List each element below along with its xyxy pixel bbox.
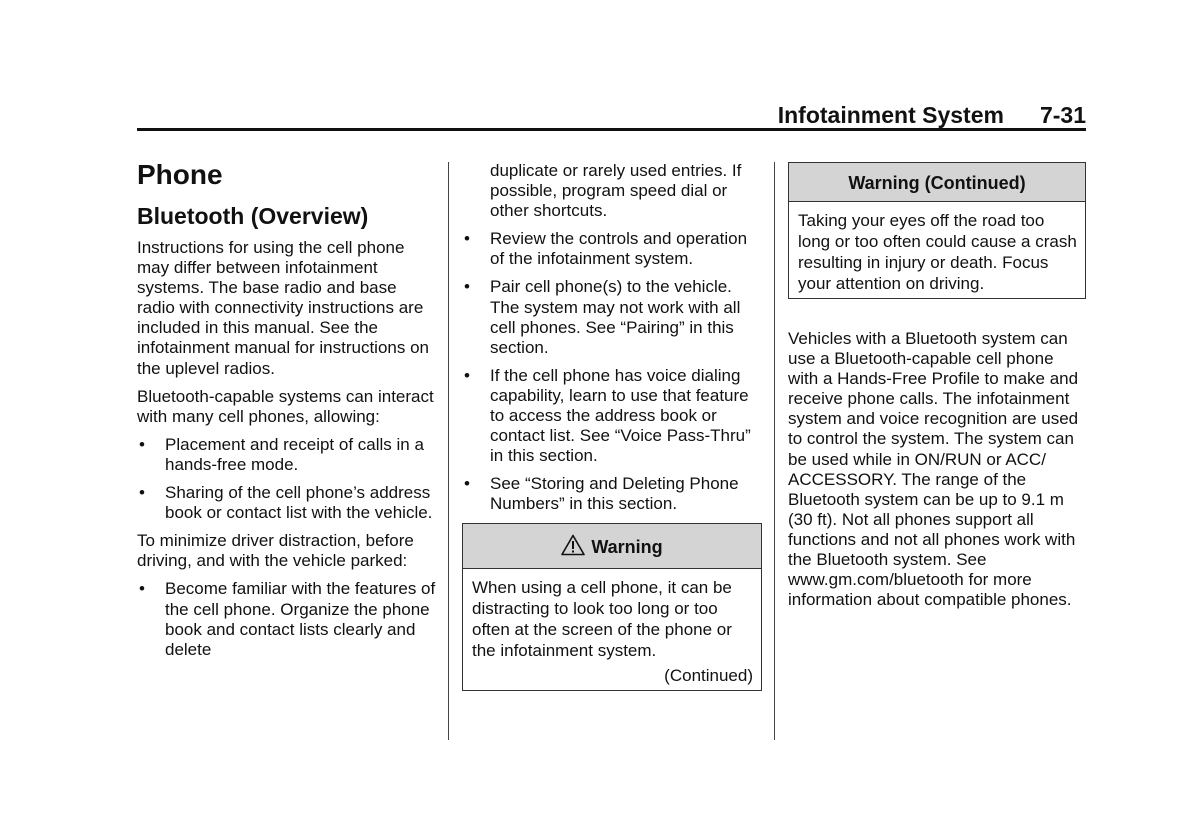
- list-item: [137, 435, 437, 475]
- list-item-text: Become familiar with the features of the cell phone. Organize the phone book and contact lists clearly and delete: [165, 579, 436, 659]
- column-3: [788, 162, 1086, 618]
- bullet-icon: •: [464, 229, 470, 249]
- list-item: [462, 229, 762, 269]
- warning-title: Warning: [591, 536, 663, 557]
- warning-body: [463, 569, 761, 690]
- bullet-icon: •: [464, 474, 470, 494]
- preparation-list: [137, 579, 437, 659]
- section-title: Infotainment System: [777, 102, 1004, 128]
- bullet-icon: •: [464, 365, 470, 385]
- page-header: [137, 100, 1086, 134]
- page-title: Phone: [137, 159, 223, 190]
- warning-text: Taking your eyes off the road too long or too often could cause a crash resulting in injury or death. Focus your attention on driving.: [798, 211, 1077, 293]
- list-item: [137, 579, 437, 659]
- preparation-list-continued: [462, 229, 762, 514]
- list-item-text: If the cell phone has voice dialing capability, learn to use that feature to access the address book or contact list. See “Voice Pass-Thru” in this section.: [490, 365, 751, 466]
- header-rule: [137, 128, 1086, 131]
- bullet-icon: •: [139, 434, 145, 454]
- list-item: [137, 483, 437, 523]
- bullet-icon: •: [139, 483, 145, 503]
- warning-text: When using a cell phone, it can be distracting to look too long or too often at the screen of the phone or the infotainment system.: [472, 577, 732, 660]
- list-item-text: Review the controls and operation of the infotainment system.: [490, 229, 748, 269]
- warning-box: [462, 523, 762, 691]
- column-divider: [448, 162, 449, 740]
- warning-body: [789, 202, 1085, 298]
- column-2: [462, 161, 762, 691]
- list-item-text: Placement and receipt of calls in a hands-free mode.: [165, 434, 424, 474]
- list-item-text: See “Storing and Deleting Phone Numbers” in this section.: [490, 474, 739, 514]
- continued-list-text: duplicate or rarely used entries. If possible, program speed dial or other shortcuts.: [490, 161, 742, 221]
- bullet-icon: •: [464, 277, 470, 297]
- warning-header: [463, 524, 761, 569]
- warning-triangle-icon: [561, 534, 585, 560]
- capabilities-paragraph: Bluetooth-capable systems can interact with many cell phones, allowing:: [137, 386, 434, 426]
- list-item: [462, 366, 762, 466]
- continued-label: (Continued): [664, 665, 753, 685]
- warning-header: Warning (Continued): [789, 163, 1085, 202]
- column-1: [137, 158, 437, 668]
- list-item: [462, 277, 762, 357]
- intro-paragraph: Instructions for using the cell phone may differ between infotainment systems. The base radio and base radio with connectivity instructions are included in this manual. See the infotainment manual for instructions on the uplevel radios.: [137, 238, 429, 378]
- list-item-text: Sharing of the cell phone’s address book or contact list with the vehicle.: [165, 483, 433, 523]
- capabilities-list: [137, 435, 437, 523]
- page-number: 7-31: [1039, 102, 1086, 128]
- bluetooth-paragraph: Vehicles with a Bluetooth system can use a Bluetooth-capable cell phone with a Hands-Free Profile to make and receive phone calls. The infotainment system and voice recognition are used to control the system. The system can be used while in ON/RUN or ACC/ ACCESSORY. The range of the Bluetooth system can be up to 9.1 m (30 ft). Not all phones support all functions and not all phones work with the Bluetooth system. See www.gm.com/bluetooth for more information about compatible phones.: [788, 329, 1079, 610]
- list-item: [462, 474, 762, 514]
- distraction-paragraph: To minimize driver distraction, before driving, and with the vehicle parked:: [137, 531, 414, 571]
- bullet-icon: •: [139, 579, 145, 599]
- list-item-text: Pair cell phone(s) to the vehicle. The system may not work with all cell phones. See “Pairing” in this section.: [490, 277, 741, 357]
- header-text: [778, 102, 1086, 129]
- column-divider: [774, 162, 775, 740]
- section-heading: Bluetooth (Overview): [137, 203, 369, 229]
- warning-box-continued: [788, 162, 1086, 299]
